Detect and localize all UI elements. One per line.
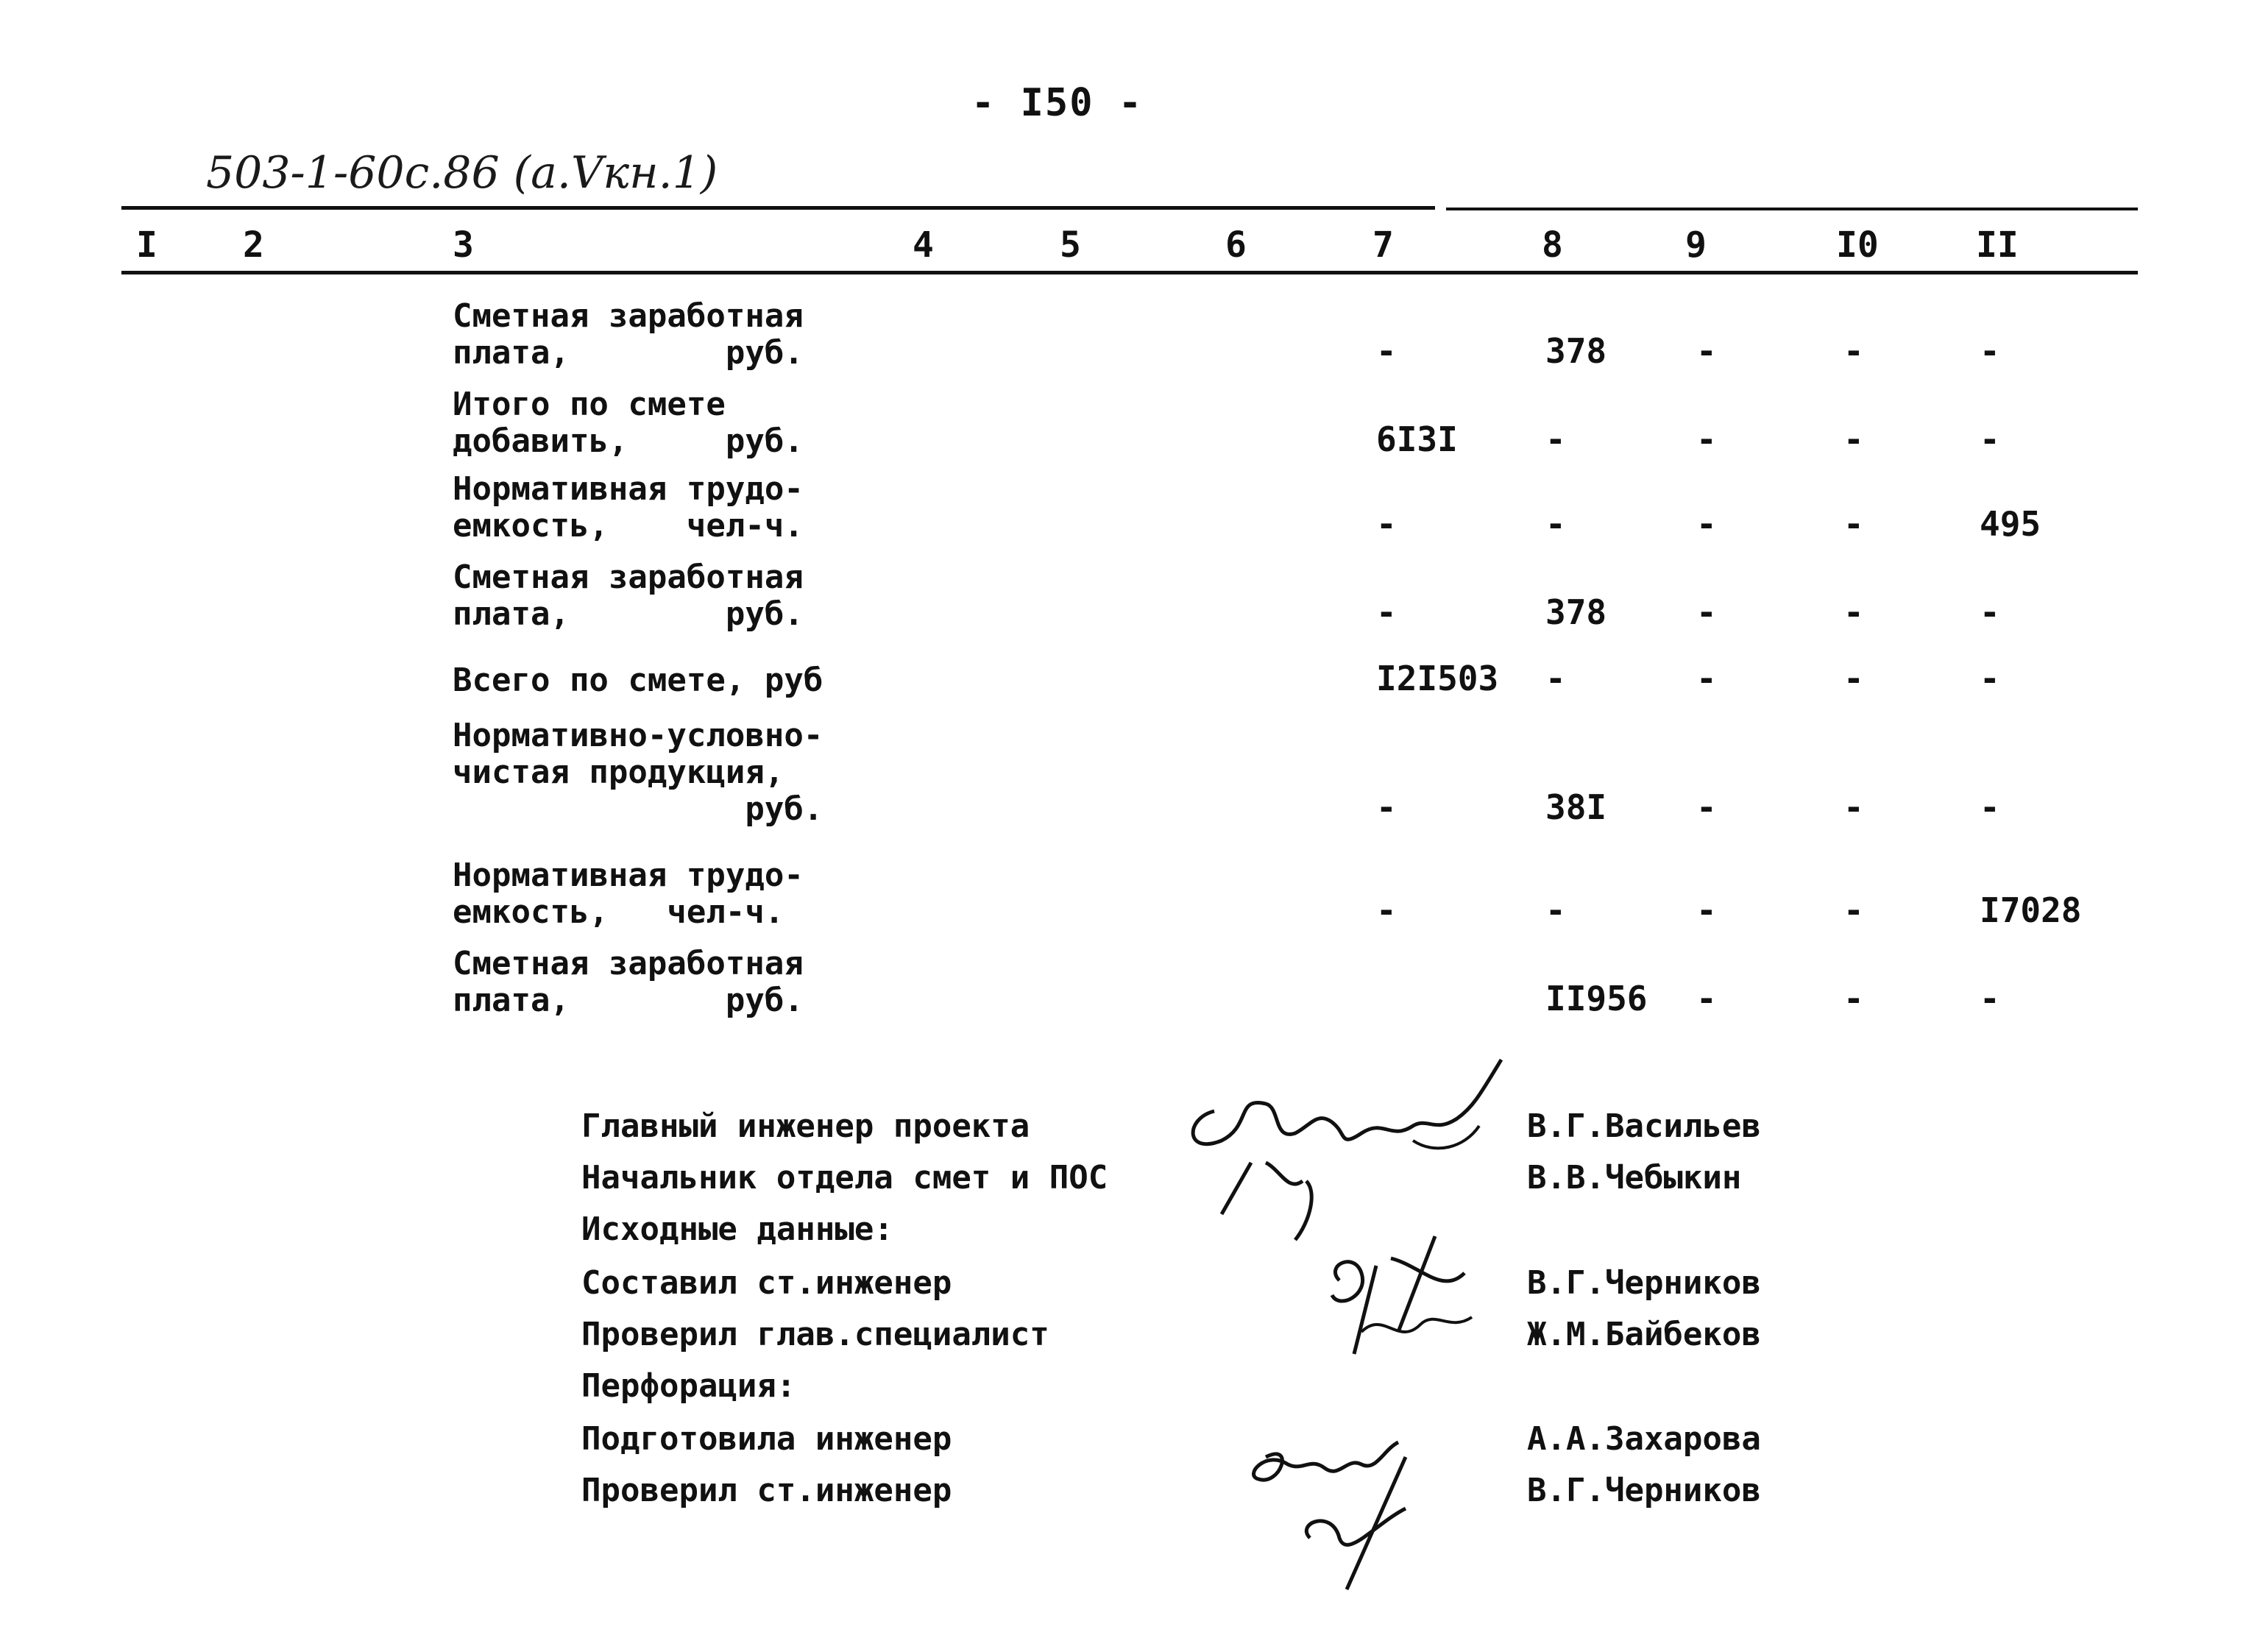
cell-c11: - xyxy=(1980,787,2000,827)
cell-c11: - xyxy=(1980,659,2000,698)
top-rule-left xyxy=(121,206,1435,210)
col-header-5: 5 xyxy=(1060,224,1081,266)
top-rule-right xyxy=(1446,208,2138,210)
cell-c8: 378 xyxy=(1545,331,1607,371)
cell-c9: - xyxy=(1696,592,1717,632)
cell-c7: - xyxy=(1376,504,1397,544)
col-header-1: I xyxy=(136,224,157,266)
cell-c7: - xyxy=(1376,592,1397,632)
cell-c11: I7028 xyxy=(1980,890,2082,930)
signature-prepared-by xyxy=(1236,1413,1457,1604)
row-label: Всего по смете, руб xyxy=(453,662,823,699)
col-header-6: 6 xyxy=(1225,224,1247,266)
cell-c10: - xyxy=(1843,331,1864,371)
cell-c11: - xyxy=(1980,592,2000,632)
cell-c10: - xyxy=(1843,890,1864,930)
signatory-role: Составил ст.инженер xyxy=(581,1264,952,1302)
signatory-name: В.Г.Черников xyxy=(1527,1264,1761,1302)
row-label: Нормативно-условно- чистая продукция, руб. xyxy=(453,717,823,828)
signatory-role: Проверил глав.специалист xyxy=(581,1316,1049,1353)
col-header-9: 9 xyxy=(1685,224,1707,266)
cell-c9: - xyxy=(1696,787,1717,827)
signatory-role: Перфорация: xyxy=(581,1367,796,1405)
signatory-name: А.А.Захарова xyxy=(1527,1420,1761,1458)
row-label: Сметная заработная плата, руб. xyxy=(453,945,804,1019)
header-bottom-rule xyxy=(121,271,2138,274)
row-label: Сметная заработная плата, руб. xyxy=(453,297,804,372)
cell-c9: - xyxy=(1696,659,1717,698)
cell-c7: - xyxy=(1376,890,1397,930)
cell-c10: - xyxy=(1843,592,1864,632)
cell-c9: - xyxy=(1696,504,1717,544)
col-header-4: 4 xyxy=(913,224,934,266)
cell-c9: - xyxy=(1696,419,1717,459)
cell-c11: - xyxy=(1980,331,2000,371)
col-header-2: 2 xyxy=(243,224,264,266)
cell-c8: - xyxy=(1545,659,1566,698)
document-reference: 503-1-60с.86 (а.Vкн.1) xyxy=(206,147,718,199)
row-label: Нормативная трудо- емкость, чел-ч. xyxy=(453,470,804,545)
cell-c11: 495 xyxy=(1980,504,2041,544)
cell-c9: - xyxy=(1696,890,1717,930)
cell-c10: - xyxy=(1843,419,1864,459)
cell-c7: - xyxy=(1376,331,1397,371)
cell-c7: 6I3I xyxy=(1376,419,1458,459)
cell-c10: - xyxy=(1843,979,1864,1018)
cell-c7: I2I503 xyxy=(1376,659,1499,698)
cell-c8: - xyxy=(1545,504,1566,544)
cell-c8: 378 xyxy=(1545,592,1607,632)
signatory-name: В.Г.Васильев xyxy=(1527,1107,1761,1145)
signatory-role: Главный инженер проекта xyxy=(581,1107,1030,1145)
col-header-7: 7 xyxy=(1372,224,1394,266)
cell-c7: - xyxy=(1376,787,1397,827)
cell-c10: - xyxy=(1843,787,1864,827)
signature-compiled-by xyxy=(1310,1222,1501,1383)
col-header-8: 8 xyxy=(1542,224,1563,266)
signature-chief-engineer xyxy=(1170,1052,1523,1244)
row-label: Итого по смете добавить, руб. xyxy=(453,386,804,460)
signatory-role: Проверил ст.инженер xyxy=(581,1472,952,1509)
col-header-3: 3 xyxy=(453,224,474,266)
cell-c11: - xyxy=(1980,419,2000,459)
cell-c9: - xyxy=(1696,331,1717,371)
signatory-role: Подготовила инженер xyxy=(581,1420,952,1458)
cell-c10: - xyxy=(1843,659,1864,698)
cell-c8: - xyxy=(1545,419,1566,459)
row-label: Нормативная трудо- емкость, чел-ч. xyxy=(453,857,804,931)
col-header-11: II xyxy=(1976,224,2019,266)
signatory-name: В.Г.Черников xyxy=(1527,1472,1761,1509)
signatory-role: Начальник отдела смет и ПОС xyxy=(581,1159,1108,1197)
signatory-role: Исходные данные: xyxy=(581,1210,893,1248)
signatory-name: Ж.М.Байбеков xyxy=(1527,1316,1761,1353)
cell-c8: 38I xyxy=(1545,787,1607,827)
col-header-10: I0 xyxy=(1836,224,1879,266)
signatory-name: В.В.Чебыкин xyxy=(1527,1159,1742,1197)
cell-c9: - xyxy=(1696,979,1717,1018)
row-label: Сметная заработная плата, руб. xyxy=(453,559,804,633)
page-number: - I50 - xyxy=(971,81,1144,125)
cell-c11: - xyxy=(1980,979,2000,1018)
cell-c10: - xyxy=(1843,504,1864,544)
cell-c8: II956 xyxy=(1545,979,1648,1018)
cell-c8: - xyxy=(1545,890,1566,930)
